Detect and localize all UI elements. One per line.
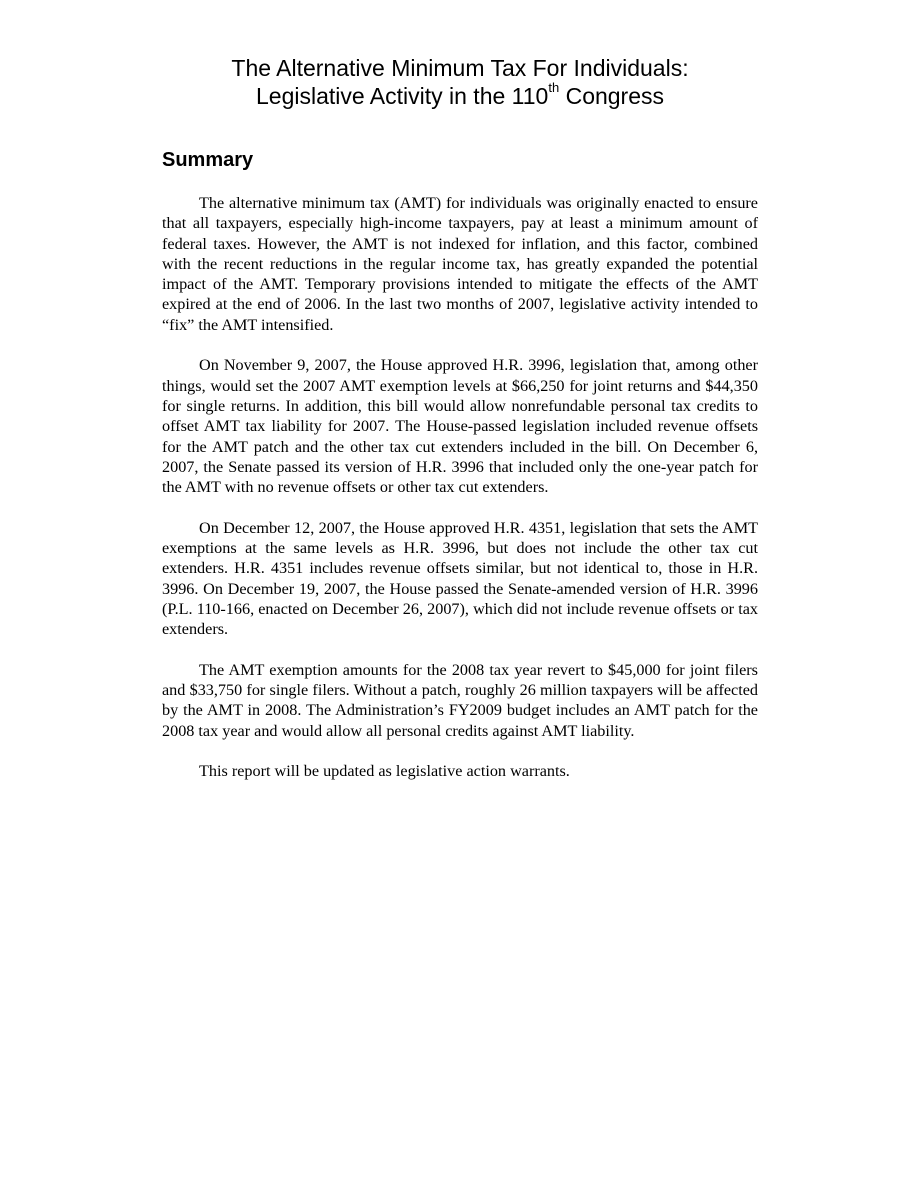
title-ordinal-suffix: th bbox=[548, 80, 560, 96]
title-line-1: The Alternative Minimum Tax For Individuals: bbox=[231, 55, 689, 81]
paragraph-2: On November 9, 2007, the House approved H.R. 3996, legislation that, among other things, would set the 2007 AMT exemption levels at $66,250 for joint returns and $44,350 for single returns. In addition, this bill would allow nonrefundable personal tax credits to offset AMT tax liability for 2007. The House-passed legislation included revenue offsets for the AMT patch and the other tax cut extenders included in the bill. On December 6, 2007, the Senate passed its version of H.R. 3996 that included only the one-year patch for the AMT with no revenue offsets or other tax cut extenders. bbox=[162, 356, 758, 497]
paragraph-4: The AMT exemption amounts for the 2008 tax year revert to $45,000 for joint filers and $33,750 for single filers. Without a patch, roughly 26 million taxpayers will be affected by the AMT in 2008. The Administration’s FY2009 budget includes an AMT patch for the 2008 tax year and would allow all personal credits against AMT liability. bbox=[162, 660, 758, 740]
paragraph-1: The alternative minimum tax (AMT) for individuals was originally enacted to ensure that all taxpayers, especially high-income taxpayers, pay at least a minimum amount of federal taxes. However, the AMT is not indexed for inflation, and this factor, combined with the recent reductions in the regular income tax, has greatly expanded the potential impact of the AMT. Temporary provisions intended to mitigate the effects of the AMT expired at the end of 2006. In the last two months of 2007, legislative activity intended to “fix” the AMT intensified. bbox=[162, 194, 758, 334]
title-line-2-prefix: Legislative Activity in the 110 bbox=[255, 83, 549, 109]
title-line-2 bbox=[0, 82, 920, 110]
paragraph-5: This report will be updated as legislative action warrants. bbox=[199, 762, 570, 781]
section-heading-summary: Summary bbox=[162, 149, 254, 171]
title-line-2-suffix: Congress bbox=[559, 83, 665, 109]
paragraph-3: On December 12, 2007, the House approved H.R. 4351, legislation that sets the AMT exemptions at the same levels as H.R. 3996, but does not include the other tax cut extenders. H.R. 4351 includes revenue offsets similar, but not identical to, those in H.R. 3996. On December 19, 2007, the House passed the Senate-amended version of H.R. 3996 (P.L. 110-166, enacted on December 26, 2007), which did not include revenue offsets or tax extenders. bbox=[162, 518, 758, 639]
summary-body bbox=[162, 193, 758, 802]
document-title bbox=[0, 54, 920, 110]
